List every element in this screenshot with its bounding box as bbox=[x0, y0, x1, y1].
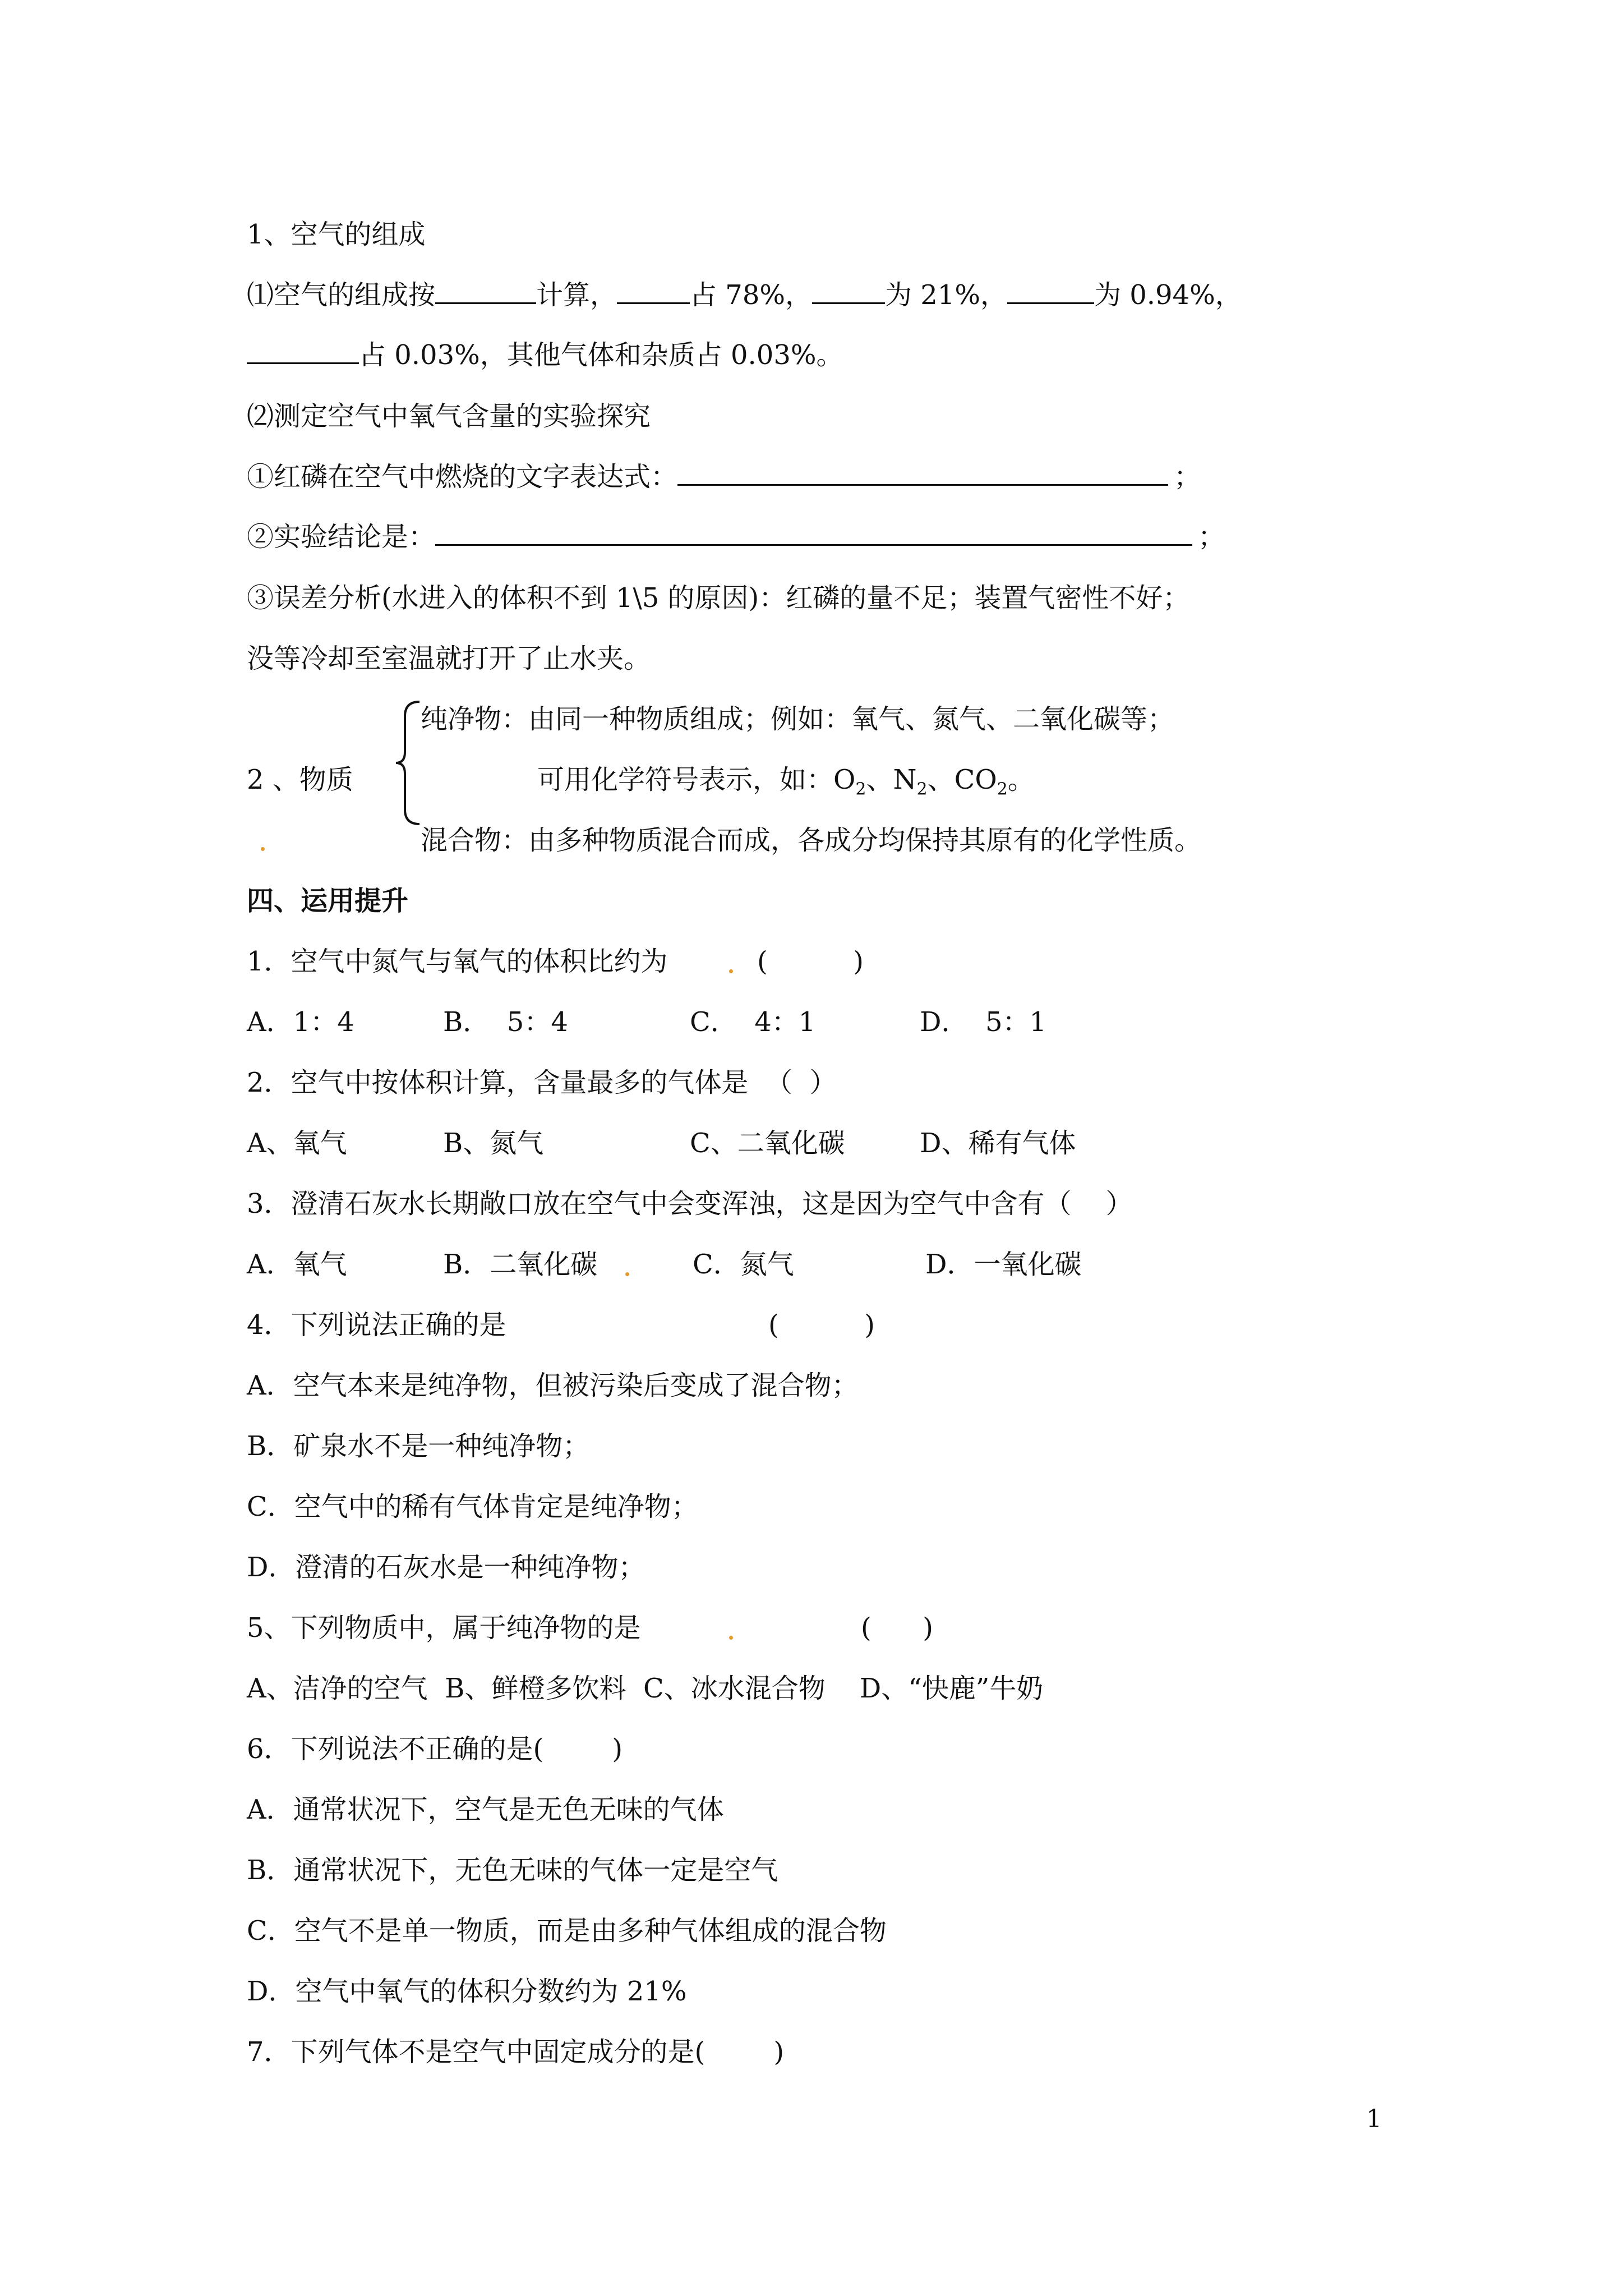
section1-title: 1、空气的组成 bbox=[247, 219, 426, 250]
fill-blank[interactable] bbox=[435, 522, 1192, 546]
subscript: 2 bbox=[855, 779, 866, 799]
q5-options[interactable]: A、洁净的空气 B、鲜橙多饮料 C、冰水混合物 D、“快鹿”牛奶 bbox=[247, 1673, 1044, 1704]
q6-option-d[interactable]: D．空气中氧气的体积分数约为 21% bbox=[247, 1976, 687, 2007]
mark-dot bbox=[261, 847, 265, 851]
formula-co2: CO bbox=[954, 764, 997, 795]
question-expression bbox=[247, 459, 1201, 495]
question-conclusion bbox=[247, 519, 1225, 555]
q2-option-c[interactable]: C、二氧化碳 bbox=[690, 1128, 845, 1159]
q4-option-c[interactable]: C．空气中的稀有气体肯定是纯净物； bbox=[247, 1491, 698, 1522]
question-1-stem: 1．空气中氮气与氧气的体积比约为 bbox=[247, 946, 668, 977]
q1-option-a[interactable]: A．1：4 bbox=[247, 1006, 354, 1038]
text: ②实验结论是： bbox=[247, 521, 436, 553]
separator: 、 bbox=[866, 764, 893, 795]
q4-option-d[interactable]: D．澄清的石灰水是一种纯净物； bbox=[247, 1552, 645, 1583]
text: ； bbox=[1174, 461, 1201, 493]
fill-blank[interactable] bbox=[812, 280, 885, 304]
answer-paren[interactable]: ( ) bbox=[768, 1309, 875, 1341]
formula-n2: N bbox=[893, 764, 917, 795]
q2-option-b[interactable]: B、氮气 bbox=[443, 1128, 544, 1159]
question-3-stem: 3．澄清石灰水长期敞口放在空气中会变浑浊，这是因为空气中含有（ ） bbox=[247, 1188, 1133, 1220]
error-analysis-line1: ③误差分析(水进入的体积不到 1\5 的原因)：红磷的量不足；装置气密性不好； bbox=[247, 582, 1190, 614]
substance-label: 2 、物质 bbox=[247, 764, 353, 795]
q1-option-c[interactable]: C． 4：1 bbox=[690, 1006, 816, 1038]
question-7-stem: 7．下列气体不是空气中固定成分的是( ) bbox=[247, 2036, 785, 2068]
q4-option-b[interactable]: B．矿泉水不是一种纯净物； bbox=[247, 1430, 590, 1462]
text: 占 78%， bbox=[690, 279, 812, 311]
subscript: 2 bbox=[997, 779, 1008, 799]
air-composition-line1 bbox=[247, 277, 1242, 313]
text: 为 21%， bbox=[884, 279, 1007, 311]
question-5-stem: 5、下列物质中，属于纯净物的是 bbox=[247, 1612, 641, 1644]
subscript: 2 bbox=[916, 779, 928, 799]
fill-blank[interactable] bbox=[1007, 280, 1094, 304]
experiment-title: ⑵测定空气中氧气含量的实验探究 bbox=[247, 401, 651, 432]
pure-substance-definition: 纯净物：由同一种物质组成；例如：氧气、氮气、二氧化碳等； bbox=[421, 703, 1175, 735]
text: 可用化学符号表示，如： bbox=[537, 764, 834, 795]
text: 为 0.94%， bbox=[1094, 279, 1242, 311]
mixture-definition: 混合物：由多种物质混合而成，各成分均保持其原有的化学性质。 bbox=[421, 825, 1202, 856]
chemical-symbols-line bbox=[537, 762, 1035, 808]
q6-option-a[interactable]: A．通常状况下，空气是无色无味的气体 bbox=[247, 1794, 724, 1825]
section-heading: 四、运用提升 bbox=[247, 885, 409, 917]
fill-blank[interactable] bbox=[677, 462, 1168, 486]
mark-dot bbox=[729, 1636, 733, 1640]
text: ； bbox=[1198, 521, 1225, 553]
mark-dot bbox=[729, 969, 733, 973]
text: 计算， bbox=[536, 279, 617, 311]
q2-option-a[interactable]: A、氧气 bbox=[247, 1128, 347, 1159]
fill-blank[interactable] bbox=[247, 340, 359, 364]
q1-option-d[interactable]: D． 5：1 bbox=[920, 1006, 1047, 1038]
air-composition-line2 bbox=[247, 337, 843, 373]
q2-option-d[interactable]: D、稀有气体 bbox=[920, 1128, 1076, 1159]
q1-option-b[interactable]: B． 5：4 bbox=[443, 1006, 568, 1038]
q6-option-b[interactable]: B．通常状况下，无色无味的气体一定是空气 bbox=[247, 1855, 778, 1886]
q3-option-a[interactable]: A．氧气 bbox=[247, 1249, 347, 1280]
q3-option-b[interactable]: B．二氧化碳 bbox=[443, 1249, 598, 1280]
answer-paren[interactable]: ( ) bbox=[757, 946, 864, 977]
q6-option-c[interactable]: C．空气不是单一物质，而是由多种气体组成的混合物 bbox=[247, 1915, 887, 1947]
page-number: 1 bbox=[1366, 2105, 1382, 2133]
q3-option-c[interactable]: C．氮气 bbox=[693, 1249, 794, 1280]
question-4-stem: 4．下列说法正确的是 bbox=[247, 1309, 506, 1341]
fill-blank[interactable] bbox=[617, 280, 690, 304]
q3-option-d[interactable]: D．一氧化碳 bbox=[925, 1249, 1082, 1280]
fill-blank[interactable] bbox=[435, 280, 536, 304]
question-6-stem: 6．下列说法不正确的是( ) bbox=[247, 1733, 623, 1765]
text: ①红磷在空气中燃烧的文字表达式： bbox=[247, 461, 678, 493]
formula-o2: O bbox=[833, 764, 856, 795]
period: 。 bbox=[1007, 764, 1035, 795]
q4-option-a[interactable]: A．空气本来是纯净物，但被污染后变成了混合物； bbox=[247, 1370, 859, 1401]
answer-paren[interactable]: ( ) bbox=[861, 1612, 933, 1644]
mark-dot bbox=[625, 1272, 629, 1276]
separator: 、 bbox=[927, 764, 955, 795]
question-2-stem: 2．空气中按体积计算，含量最多的气体是 （ ） bbox=[247, 1067, 837, 1098]
error-analysis-line2: 没等冷却至室温就打开了止水夹。 bbox=[247, 643, 651, 674]
text: 占 0.03%，其他气体和杂质占 0.03%。 bbox=[359, 339, 843, 371]
text: ⑴空气的组成按 bbox=[247, 279, 436, 311]
